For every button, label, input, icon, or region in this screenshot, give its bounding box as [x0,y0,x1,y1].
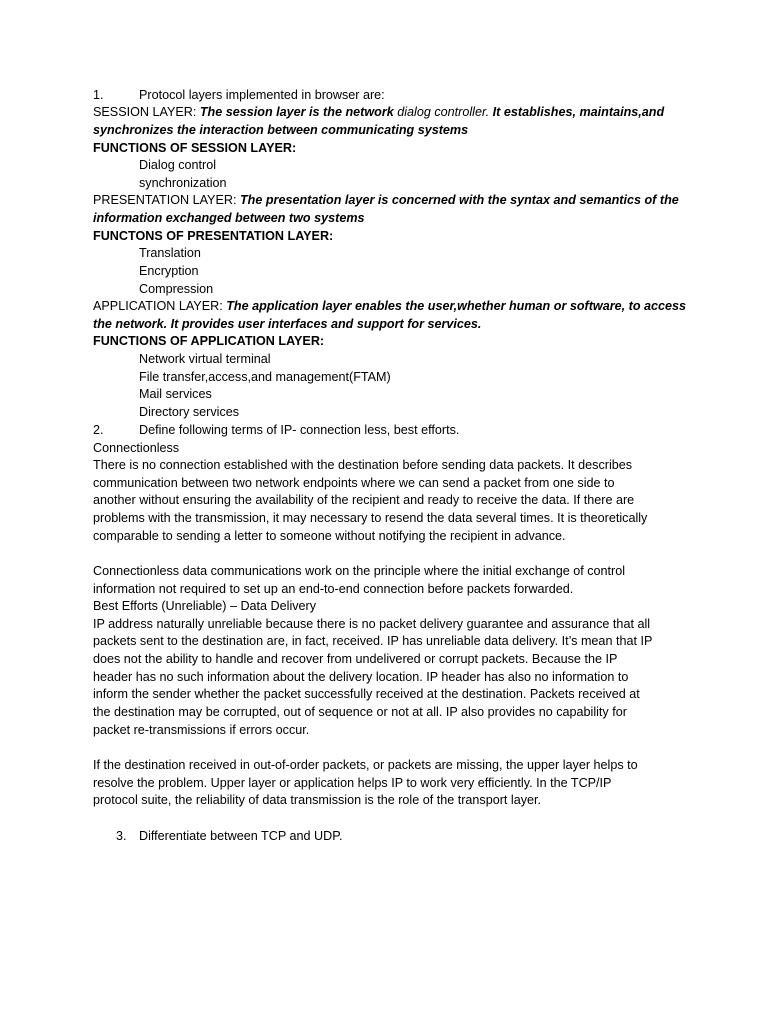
paragraph-line: the destination may be corrupted, out of sequence or not at all. IP also provides no capability for [93,705,627,719]
question-text: Protocol layers implemented in browser are: [139,88,385,102]
presentation-functions-heading: FUNCTONS OF PRESENTATION LAYER: [93,229,334,243]
paragraph-line: communication between two network endpoints where we can send a packet from one side to [93,476,615,490]
question-text: Define following terms of IP- connection less, best efforts. [139,423,460,437]
session-layer-definition [93,104,664,121]
definition-text: The presentation layer is concerned with the syntax and semantics of the [239,193,679,207]
session-layer-definition-cont: synchronizes the interaction between communicating systems [93,123,469,137]
layer-label: APPLICATION LAYER: [93,299,227,313]
function-item: Dialog control [139,158,217,172]
paragraph-line: does not the ability to handle and recover from undelivered or corrupt packets. Because the IP [93,652,618,666]
function-item: Network virtual terminal [139,352,271,366]
definition-text: The session layer is the network [199,105,398,119]
function-item: Mail services [139,387,212,401]
function-item: File transfer,access,and management(FTAM) [139,370,391,384]
function-item: Directory services [139,405,240,419]
application-layer-definition-cont: the network. It provides user interfaces and support for services. [93,317,482,331]
paragraph-line: packets sent to the destination are, in fact, received. IP has unreliable data delivery. It’s mean that IP [93,634,653,648]
paragraph-line: IP address naturally unreliable because there is no packet delivery guarantee and assurance that all [93,617,651,631]
paragraph-line: packet re-transmissions if errors occur. [93,723,310,737]
question-number: 2. [93,423,104,437]
definition-text: It establishes, maintains,and [489,105,665,119]
question-number: 3. [116,829,127,843]
definition-text: The application layer enables the user,whether human or software, to access [226,299,687,313]
paragraph-line: header has no such information about the delivery location. IP header has also no information to [93,670,629,684]
question-1 [93,87,385,104]
presentation-layer-definition [93,192,679,209]
layer-label: SESSION LAYER: [93,105,200,119]
question-number: 1. [93,88,104,102]
application-layer-definition [93,298,686,315]
question-2 [93,422,459,439]
paragraph-line: There is no connection established with the destination before sending data packets. It describes [93,458,633,472]
question-text: Differentiate between TCP and UDP. [139,829,343,843]
paragraph-line: protocol suite, the reliability of data transmission is the role of the transport layer. [93,793,542,807]
best-efforts-heading: Best Efforts (Unreliable) – Data Delivery [93,599,317,613]
paragraph-line: another without ensuring the availability of the recipient and ready to receive the data. If there are [93,493,635,507]
definition-text: dialog controller. [397,105,490,119]
paragraph-line: If the destination received in out-of-order packets, or packets are missing, the upper layer helps to [93,758,638,772]
paragraph-line: resolve the problem. Upper layer or application helps IP to work very efficiently. In the TCP/IP [93,776,612,790]
function-item: Encryption [139,264,199,278]
session-functions-heading: FUNCTIONS OF SESSION LAYER: [93,141,297,155]
connectionless-heading: Connectionless [93,441,180,455]
function-item: synchronization [139,176,227,190]
paragraph-line: comparable to sending a letter to someone without notifying the recipient in advance. [93,529,566,543]
layer-label: PRESENTATION LAYER: [93,193,240,207]
presentation-layer-definition-cont: information exchanged between two systems [93,211,365,225]
paragraph-line: Connectionless data communications work on the principle where the initial exchange of control [93,564,626,578]
function-item: Compression [139,282,214,296]
paragraph-line: information not required to set up an end-to-end connection before packets forwarded. [93,582,574,596]
function-item: Translation [139,246,201,260]
paragraph-line: inform the sender whether the packet successfully received at the destination. Packets received at [93,687,640,701]
application-functions-heading: FUNCTIONS OF APPLICATION LAYER: [93,334,325,348]
paragraph-line: problems with the transmission, it may necessary to resend the data several times. It is theoretically [93,511,648,525]
question-3 [116,828,343,845]
